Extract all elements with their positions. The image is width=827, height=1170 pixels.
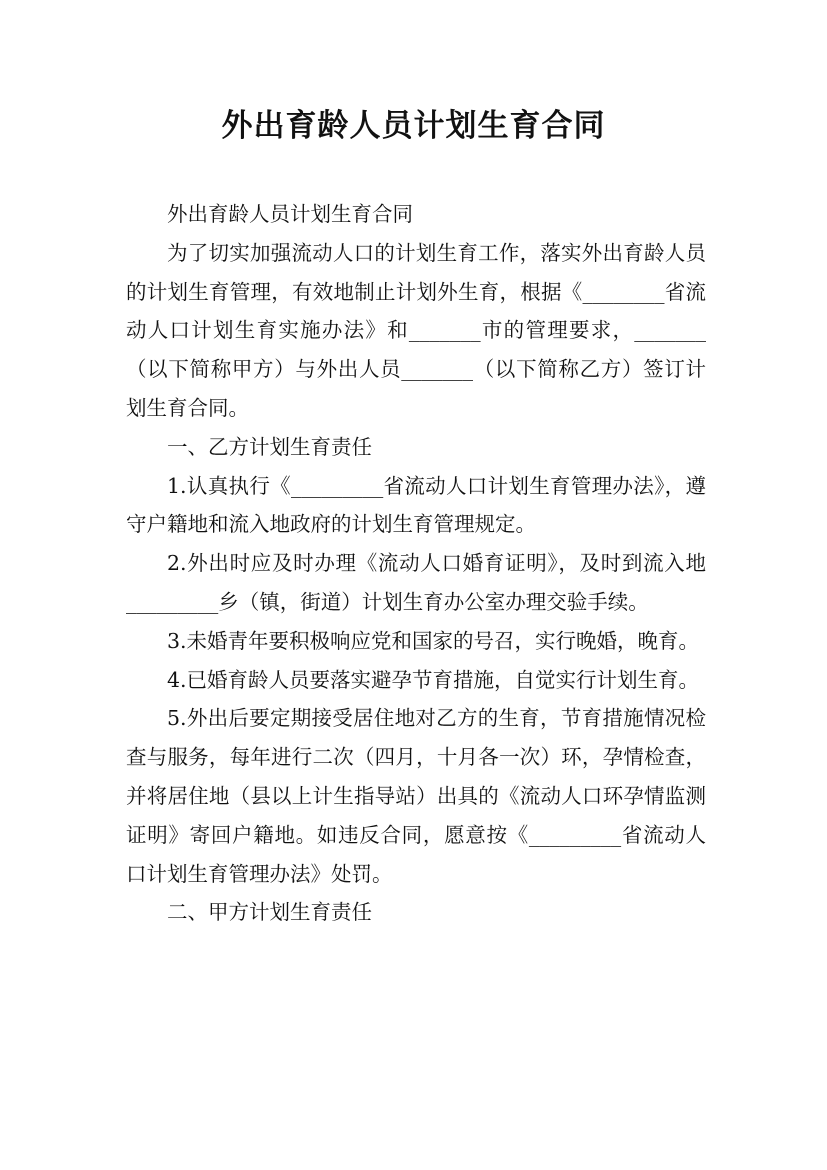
clause-3: 3.未婚青年要积极响应党和国家的号召，实行晚婚，晚育。 (167, 628, 700, 653)
paragraph-intro: 为了切实加强流动人口的计划生育工作，落实外出育龄人员的计划生育管理，有效地制止计划外生育，根据《________省流动人口计划生育实施办法》和_______市的管理要求，_______（以下简称甲方）与外出人员_______（以下简称乙方）签订计划生育合同。 (126, 240, 706, 420)
clause-4: 4.已婚育龄人员要落实避孕节育措施，自觉实行计划生育。 (167, 667, 700, 692)
clause-1: 1.认真执行《_________省流动人口计划生育管理办法》，遵守户籍地和流入地政府的计划生育管理规定。 (126, 473, 706, 537)
clause-2: 2.外出时应及时办理《流动人口婚育证明》，及时到流入地_________乡（镇，街道）计划生育办公室办理交验手续。 (126, 551, 706, 614)
document-body (126, 195, 706, 932)
document-title: 外出育龄人员计划生育合同 (221, 108, 606, 144)
section-heading-party-a: 二、甲方计划生育责任 (167, 900, 372, 925)
section-heading-party-b: 一、乙方计划生育责任 (167, 434, 372, 459)
paragraph-subtitle: 外出育龄人员计划生育合同 (167, 202, 413, 226)
clause-5: 5.外出后要定期接受居住地对乙方的生育，节育措施情况检查与服务，每年进行二次（四月，十月各一次）环，孕情检查，并将居住地（县以上计生指导站）出具的《流动人口环孕情监测证明》寄回户籍地。如违反合同，愿意按《_________省流动人口计划生育管理办法》处罚。 (126, 706, 706, 886)
